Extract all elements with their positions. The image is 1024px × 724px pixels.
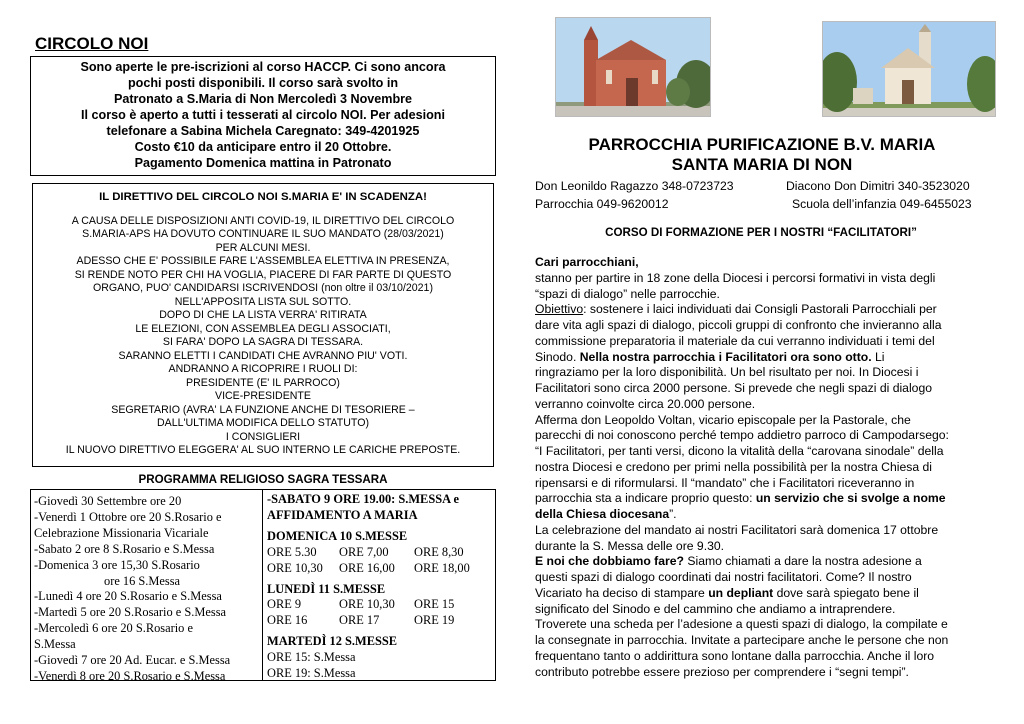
direttivo-line: DOPO DI CHE LA LISTA VERRA' RITIRATA (159, 309, 367, 321)
direttivo-line: SARANNO ELETTI I CANDIDATI CHE AVRANNO PIU' VOTI. (118, 349, 408, 362)
direttivo-line: SEGRETARIO (AVRA' LA FUNZIONE ANCHE DI TESORIERE – (111, 403, 415, 416)
programma-line: -Giovedì 7 ore 20 Ad. Eucar. e S.Messa (34, 653, 231, 668)
article-text: Sinodo. (535, 349, 580, 364)
article-line: parecchi di noi conoscono perché tempo addietro parroco di Campodarsego: (535, 428, 949, 443)
haccp-line: Il corso è aperto a tutti i tesserati al circolo NOI. Per adesioni (81, 108, 445, 122)
article-text: ”. (669, 507, 677, 521)
article-line: La celebrazione del mandato ai nostri Facilitatori sarà domenica 17 ottobre (535, 522, 939, 537)
programma-table (30, 489, 496, 681)
parish-title-line: PARROCCHIA PURIFICAZIONE B.V. MARIA (588, 135, 936, 154)
article-text: : sostenere i laici individuati dai Consigli Pastorali Parrocchiali per (583, 302, 937, 317)
lunedi-heading: LUNEDÌ 11 S.MESSE (267, 581, 386, 596)
direttivo-title: IL DIRETTIVO DEL CIRCOLO NOI S.MARIA E' IN SCADENZA! (99, 191, 427, 203)
domenica-heading: DOMENICA 10 S.MESSE (267, 528, 408, 543)
article-line: ringraziamo per la loro disponibilità. Un bel risultato per noi. In Diocesi i (535, 365, 919, 380)
mass-time: ORE 7,00 (339, 544, 389, 559)
parish-title (540, 135, 984, 175)
programma-line: -Giovedì 30 Settembre ore 20 (34, 494, 182, 508)
church-photo (555, 17, 711, 117)
direttivo-line: A CAUSA DELLE DISPOSIZIONI ANTI COVID-19, IL DIRETTIVO DEL CIRCOLO (71, 214, 455, 227)
article-line: nostra Diocesi e credono per primi nella possibilità per la nostra Chiesa di (535, 459, 932, 474)
programma-line: Celebrazione Missionaria Vicariale (34, 525, 209, 540)
article-text: parrocchia sta a indicare proprio questo: (535, 491, 756, 506)
mass-time: ORE 17 (339, 613, 380, 628)
chapel-photo (822, 21, 996, 117)
corso-title: CORSO DI FORMAZIONE PER I NOSTRI “FACILITATORI” (605, 226, 917, 239)
mass-time: ORE 15 (414, 597, 455, 612)
programma-line: -Venerdì 1 Ottobre ore 20 S.Rosario e (34, 509, 222, 524)
direttivo-line: PRESIDENTE (E' IL PARROCO) (186, 376, 340, 389)
haccp-line: pochi posti disponibili. Il corso sarà svolto in (127, 76, 399, 90)
programma-line: -Venerdì 8 ore 20 S.Rosario e S.Messa (34, 668, 226, 683)
article-line: Afferma don Leopoldo Voltan, vicario episcopale per la Pastorale, che (535, 412, 911, 427)
mass-time: ORE 5.30 (267, 544, 317, 559)
direttivo-line: NELL'APPOSITA LISTA SUL SOTTO. (174, 295, 352, 308)
circolo-title: CIRCOLO NOI (35, 34, 149, 53)
article-text: dove sarà spiegato bene il (773, 585, 919, 600)
programma-line: -Martedì 5 ore 20 S.Rosario e S.Messa (34, 605, 227, 620)
sabato-line: AFFIDAMENTO A MARIA (267, 507, 418, 522)
article-line: stanno per partire in 18 zone della Diocesi i percorsi formativi in vista degli (535, 270, 936, 285)
direttivo-line: S.MARIA-APS HA DOVUTO CONTINUARE IL SUO MANDATO (28/03/2021) (82, 228, 444, 240)
programma-line: S.Messa (34, 637, 76, 652)
direttivo-line: VICE-PRESIDENTE (215, 390, 311, 402)
direttivo-line: I CONSIGLIERI (225, 430, 301, 443)
contact-scuola: Scuola dell’infanzia 049-6455023 (792, 197, 972, 211)
direttivo-line: LE ELEZIONI, CON ASSEMBLEA DEGLI ASSOCIATI, (135, 322, 391, 335)
martedi-line: ORE 15: S.Messa (267, 650, 356, 665)
domenica-times (267, 545, 493, 577)
article-bold-text: della Chiesa diocesana (535, 507, 670, 521)
direttivo-line: ORGANO, PUO' CANDIDARSI ISCRIVENDOSI (non oltre il 03/10/2021) (93, 282, 433, 294)
haccp-line: Costo €10 da anticipare entro il 20 Ottobre. (134, 140, 392, 154)
article-text: Siamo chiamati a dare la nostra adesione a (683, 554, 922, 569)
mass-time: ORE 10,30 (267, 560, 323, 575)
article-line: significato del Sinodo e del cammino che andiamo a intraprendere. (535, 601, 896, 616)
article-bold-text: un servizio che si svolge a nome (755, 491, 946, 506)
article-line: contributo potrebbe essere prezioso per comprendere i “segni tempi”. (535, 664, 909, 679)
sabato-line: -SABATO 9 ORE 19.00: S.MESSA e (267, 492, 459, 506)
direttivo-line: PER ALCUNI MESI. (215, 241, 311, 254)
article-line: Facilitatori sono circa 2000 persone. Si prevede che negli spazi di dialogo (535, 381, 933, 395)
article-line: “I Facilitatori, per tanti versi, dicono la vitalità della “carovana sinodale” della (535, 444, 944, 458)
direttivo-line: SI FARA' DOPO LA SAGRA DI TESSARA. (162, 336, 364, 348)
programma-line: -Mercoledì 6 ore 20 S.Rosario e (34, 621, 193, 636)
article-text: Li (871, 349, 885, 364)
programma-title: PROGRAMMA RELIGIOSO SAGRA TESSARA (138, 473, 388, 486)
lunedi-times (267, 597, 493, 629)
programma-line: -Domenica 3 ore 15,30 S.Rosario (34, 557, 200, 572)
article-bold-text: Nella nostra parrocchia i Facilitatori ora sono otto. (579, 349, 872, 364)
martedi-heading: MARTEDÌ 12 S.MESSE (267, 634, 398, 649)
programma-line: ore 16 S.Messa (104, 573, 181, 588)
article-line: durante la S. Messa delle ore 9.30. (535, 538, 725, 553)
mass-time: ORE 10,30 (339, 597, 395, 612)
haccp-line: Sono aperte le pre-iscrizioni al corso HACCP. Ci sono ancora (80, 60, 446, 74)
contact-diacono: Diacono Don Dimitri 340-3523020 (786, 179, 970, 193)
mass-time: ORE 8,30 (414, 544, 464, 559)
article-line: frequentano tanto o addirittura sono lontane dalla parrocchia. Anche il loro (535, 648, 935, 663)
article-line: dare vita agli spazi di dialogo, piccoli gruppi di confronto che invieranno alla (535, 318, 942, 332)
contact-parrocchia: Parrocchia 049-9620012 (535, 197, 669, 211)
article-line: ripensarsi e di riformularsi. Il “mandato” che i Facilitatori riceveranno in (535, 475, 915, 490)
article-line: verranno coinvolte circa 20.000 persone. (535, 396, 756, 411)
article-line: Troverete una scheda per l’adesione a questi spazi di dialogo, la compilate e (535, 617, 948, 632)
mass-time: ORE 18,00 (414, 560, 470, 575)
parish-title-line: SANTA MARIA DI NON (671, 155, 853, 174)
article-line: la consegnate in parrocchia. Invitate a partecipare anche le persone che non (535, 633, 949, 647)
direttivo-line: ADESSO CHE E' POSSIBILE FARE L'ASSEMBLEA ELETTIVA IN PRESENZA, (76, 255, 450, 267)
article-line: commissione preparatoria il materiale da cui verranno individuati i temi del (535, 333, 935, 348)
article-line: “spazi di dialogo” nelle parrocchie. (535, 286, 720, 301)
programma-line: -Sabato 2 ore 8 S.Rosario e S.Messa (34, 541, 215, 556)
corso-article (535, 255, 995, 680)
programma-line: -Lunedì 4 ore 20 S.Rosario e S.Messa (34, 589, 222, 604)
haccp-line: Pagamento Domenica mattina in Patronato (134, 156, 392, 170)
mass-time: ORE 9 (267, 597, 302, 612)
direttivo-line: DALL'ULTIMA MODIFICA DELLO STATUTO) (157, 417, 369, 429)
direttivo-line: IL NUOVO DIRETTIVO ELEGGERA' AL SUO INTERNO LE CARICHE PREPOSTE. (65, 444, 461, 456)
programma-right-column (267, 492, 493, 682)
haccp-line: Patronato a S.Maria di Non Mercoledì 3 Novembre (113, 92, 413, 106)
martedi-line: ORE 19: S.Messa (267, 666, 356, 681)
haccp-line: telefonare a Sabina Michela Caregnato: 349-4201925 (106, 124, 420, 138)
haccp-notice-box (30, 56, 496, 176)
article-line: questi spazi di dialogo coordinati dai nostri facilitatori. Come? Il nostro (535, 570, 912, 584)
direttivo-line: ANDRANNO A RICOPRIRE I RUOLI DI: (168, 363, 358, 375)
mass-time: ORE 16 (267, 613, 308, 628)
direttivo-notice-box (32, 183, 494, 467)
article-greeting: Cari parrocchiani, (535, 255, 639, 269)
mass-time: ORE 16,00 (339, 560, 395, 575)
programma-left-column (31, 490, 263, 683)
article-bold-text: E noi che dobbiamo fare? (535, 554, 684, 569)
mass-time: ORE 19 (414, 613, 455, 628)
article-bold-text: un depliant (708, 585, 774, 600)
article-text: Vicariato ha deciso di stampare (535, 585, 709, 600)
obiettivo-label: Obiettivo (535, 302, 584, 317)
direttivo-line: SI RENDE NOTO PER CHI HA VOGLIA, PIACERE DI FAR PARTE DI QUESTO (74, 268, 452, 281)
contact-parroco: Don Leonildo Ragazzo 348-0723723 (535, 179, 734, 193)
